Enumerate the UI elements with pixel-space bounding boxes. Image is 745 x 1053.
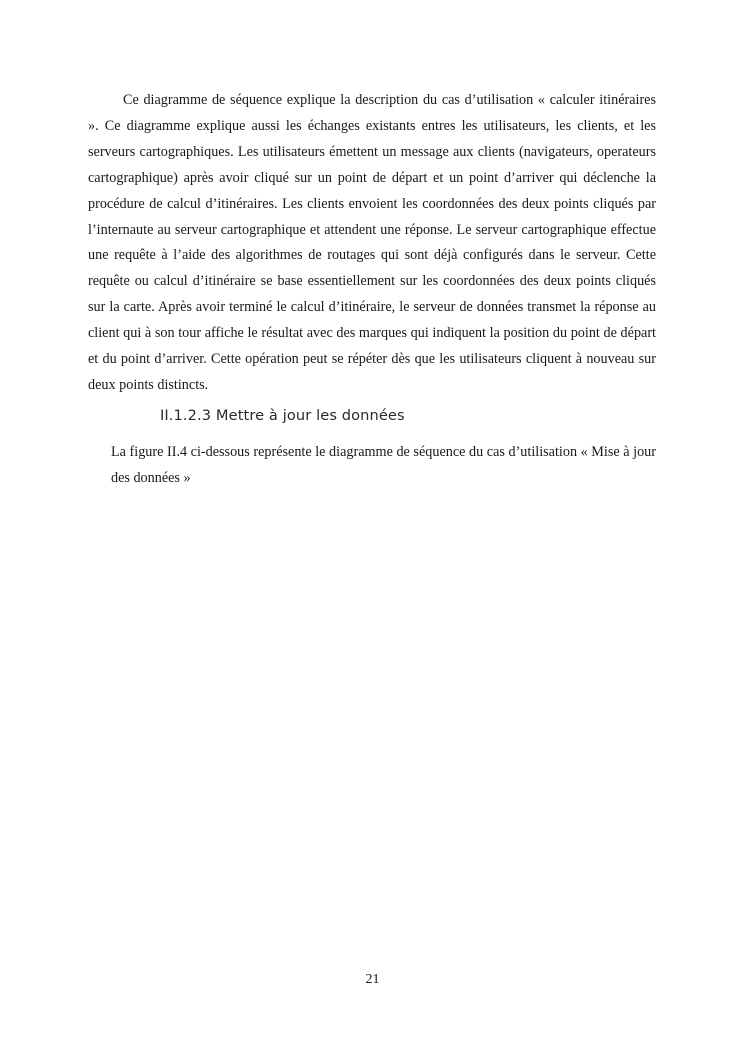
body-paragraph-figure-intro: La figure II.4 ci-dessous représente le diagramme de séquence du cas d’utilisation « Mise à jour des données » [111,444,656,486]
section-heading: II.1.2.3 Mettre à jour les données [160,407,405,424]
body-paragraph-calculer-itineraires: Ce diagramme de séquence explique la description du cas d’utilisation « calculer itinéraires ». Ce diagramme explique aussi les échanges existants entres les utilisateurs, les clients, et les serveurs cartographiques. Les utilisateurs émettent un message aux clients (navigateurs, operateurs cartographique) après avoir cliqué sur un point de départ et un point d’arriver qui déclenche la procédure de calcul d’itinéraires. Les clients envoient les coordonnées des deux points cliqués par l’internaute au serveur cartographique et attendent une réponse. Le serveur cartographique effectue une requête à l’aide des algorithmes de routages qui sont déjà configurés dans le serveur. Cette requête ou calcul d’itinéraire se base essentiellement sur les coordonnées des deux points cliqués sur la carte. Après avoir terminé le calcul d’itinéraire, le serveur de données transmet la réponse au client qui à son tour affiche le résultat avec des marques qui indiquent la position du point de départ et du point d’arriver. Cette opération peut se répéter dès que les utilisateurs cliquent à nouveau sur deux points distincts. [88,92,656,393]
page-number: 21 [365,972,380,987]
